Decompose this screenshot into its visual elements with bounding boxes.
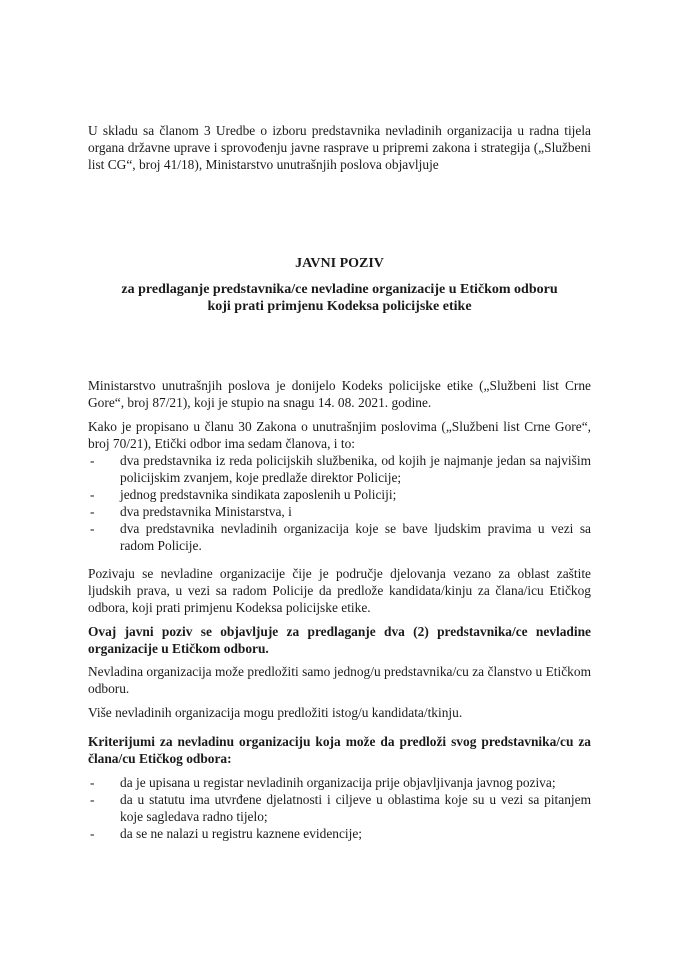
paragraph-one-candidate: Nevladina organizacija može predložiti samo jednog/u predstavnika/cu za članstvo u Etičkom odboru.: [88, 664, 591, 696]
list-item: - jednog predstavnika sindikata zaposlenih u Policiji;: [88, 486, 591, 503]
list-item: - dva predstavnika Ministarstva, i: [88, 503, 591, 520]
criteria-heading: Kriterijumi za nevladinu organizaciju koja može da predloži svog predstavnika/cu za člana/cu Etičkog odbora:: [88, 734, 591, 766]
list-item: - da je upisana u registar nevladinih organizacija prije objavljivanja javnog poziva;: [88, 774, 591, 791]
paragraph-kodeks: Ministarstvo unutrašnjih poslova je donijelo Kodeks policijske etike („Službeni list Crne Gore“, broj 87/21), koji je stupio na snagu 14. 08. 2021. godine.: [88, 378, 591, 410]
paragraph-announcement: Ovaj javni poziv se objavljuje za predlaganje dva (2) predstavnika/ce nevladine organizacije u Etičkom odboru.: [88, 624, 591, 656]
list-item: - da u statutu ima utvrđene djelatnosti i ciljeve u oblastima koje su u vezi sa pitanjem koje sagledava radno tijelo;: [88, 791, 591, 825]
document-subtitle-2: koji prati primjenu Kodeksa policijske etike: [207, 299, 472, 314]
document-title: JAVNI POZIV: [295, 256, 384, 271]
list-item: - dva predstavnika nevladinih organizacija koje se bave ljudskim pravima u vezi sa radom Policije.: [88, 520, 591, 554]
criteria-list: [88, 774, 591, 842]
list-item: - da se ne nalazi u registru kaznene evidencije;: [88, 825, 591, 842]
document-subtitle-1: za predlaganje predstavnika/ce nevladine organizacije u Etičkom odboru: [121, 282, 558, 297]
members-list: [88, 452, 591, 554]
paragraph-same-candidate: Više nevladinih organizacija mogu predložiti istog/u kandidata/tkinju.: [88, 705, 463, 720]
paragraph-zakon: Kako je propisano u članu 30 Zakona o unutrašnjim poslovima („Službeni list Crne Gore“, broj 70/21), Etički odbor ima sedam članova, i to:: [88, 419, 591, 451]
paragraph-invitation: Pozivaju se nevladine organizacije čije je područje djelovanja vezano za oblast zaštite ljudskih prava, u vezi sa radom Policije da predlože kandidata/kinju za člana/icu Etičkog odbora, koji prati primjenu Kodeksa policijske etike.: [88, 566, 591, 615]
list-item: - dva predstavnika iz reda policijskih službenika, od kojih je najmanje jedan sa najvišim policijskim zvanjem, koje predlaže direktor Policije;: [88, 452, 591, 486]
intro-paragraph: U skladu sa članom 3 Uredbe o izboru predstavnika nevladinih organizacija u radna tijela organa državne uprave i sprovođenju javne rasprave u pripremi zakona i strategija („Službeni list CG“, broj 41/18), Ministarstvo unutrašnjih poslova objavljuje: [88, 123, 591, 172]
